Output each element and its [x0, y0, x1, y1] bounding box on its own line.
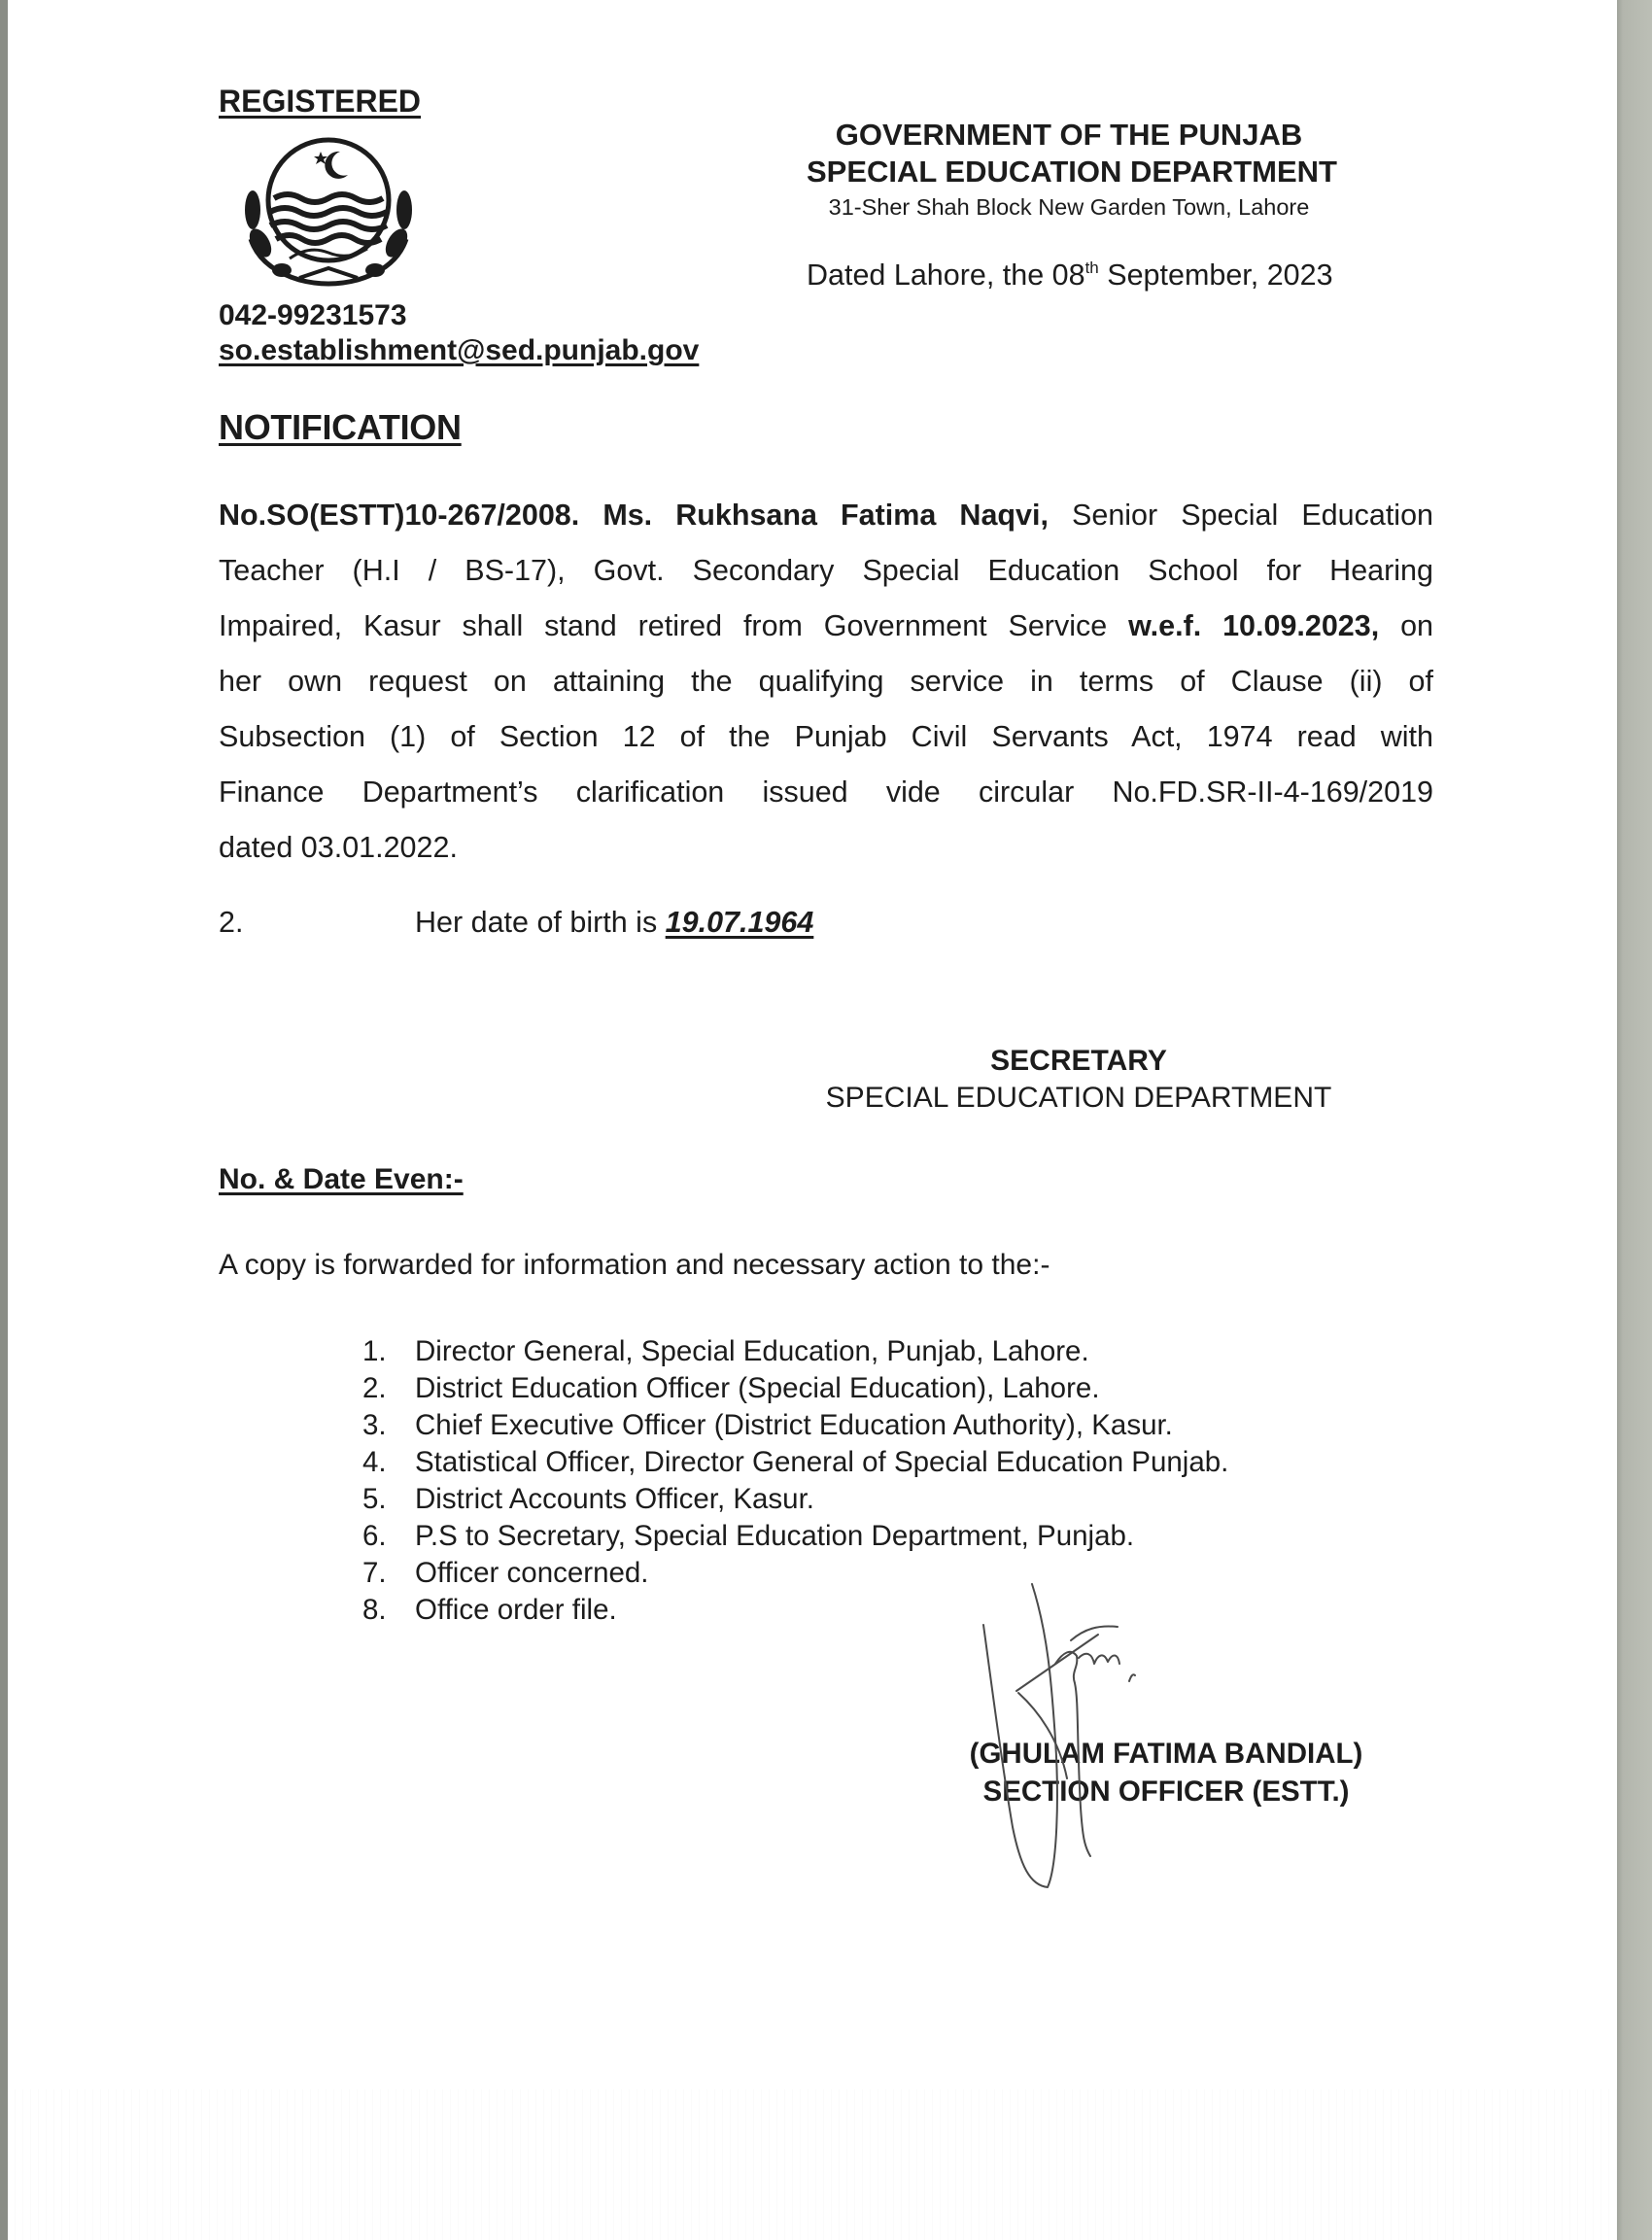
list-number: 1. — [362, 1335, 387, 1367]
recipient: P.S to Secretary, Special Education Department, Punjab. — [415, 1520, 1135, 1552]
paragraph-line: dated 03.01.2022. — [219, 831, 458, 864]
dated-prefix: Dated Lahore, the 08 — [807, 258, 1085, 292]
punjab-emblem-icon — [231, 134, 426, 290]
effective-date: w.e.f. 10.09.2023, — [1128, 609, 1380, 642]
dated-rest: September, 2023 — [1098, 258, 1333, 292]
scan-edge-right — [1617, 0, 1652, 2240]
recipient: Chief Executive Officer (District Education Authority), Kasur. — [415, 1409, 1173, 1441]
email-link[interactable]: so.establishment@sed.punjab.gov — [219, 334, 700, 366]
list-number: 4. — [362, 1446, 387, 1478]
list-item — [362, 1444, 1228, 1481]
paragraph-line: Teacher (H.I / BS-17), Govt. Secondary Special Education School for Hearing — [219, 554, 1433, 587]
registered-label: REGISTERED — [219, 84, 422, 119]
paragraph-text: Impaired, Kasur shall stand retired from Government Service — [219, 609, 1129, 642]
list-number: 2. — [362, 1372, 387, 1404]
list-item — [362, 1407, 1228, 1444]
reference-number: No.SO(ESTT)10-267/2008. — [219, 499, 580, 532]
list-number: 8. — [362, 1594, 387, 1626]
paragraph-line: Finance Department’s clarification issued vide circular No.FD.SR-II-4-169/2019 — [219, 775, 1433, 809]
list-number: 6. — [362, 1520, 387, 1552]
signatory-designation: SECTION OFFICER (ESTT.) — [982, 1775, 1350, 1808]
date-of-birth-line — [415, 906, 813, 940]
authority-title: SECRETARY — [990, 1045, 1167, 1077]
department-address: 31-Sher Shah Block New Garden Town, Lahore — [828, 194, 1310, 220]
paragraph-line: Subsection (1) of Section 12 of the Punjab Civil Servants Act, 1974 read with — [219, 720, 1433, 753]
no-date-even-heading: No. & Date Even:- — [219, 1163, 464, 1195]
scan-edge-left — [0, 0, 8, 2240]
list-number: 5. — [362, 1483, 387, 1515]
government-title: GOVERNMENT OF THE PUNJAB — [835, 118, 1303, 152]
recipient: Director General, Special Education, Punjab, Lahore. — [415, 1335, 1089, 1367]
paragraph-text: Senior Special Education — [1048, 499, 1433, 532]
list-item — [362, 1333, 1228, 1370]
dated-ordinal: th — [1084, 258, 1099, 277]
recipient: Office order file. — [415, 1594, 617, 1626]
paragraph-line — [219, 488, 1433, 543]
authority-department: SPECIAL EDUCATION DEPARTMENT — [825, 1082, 1332, 1114]
signature-icon — [962, 1574, 1215, 1895]
department-title: SPECIAL EDUCATION DEPARTMENT — [807, 155, 1337, 189]
paragraph-number: 2. — [219, 906, 244, 939]
paragraph-line: her own request on attaining the qualifying service in terms of Clause (ii) of — [219, 665, 1433, 698]
signatory-name: (GHULAM FATIMA BANDIAL) — [969, 1738, 1363, 1770]
recipient: District Accounts Officer, Kasur. — [415, 1483, 814, 1515]
dated-line — [807, 258, 1331, 293]
date-of-birth-label: Her date of birth is — [415, 906, 666, 939]
copy-forwarded-text: A copy is forwarded for information and necessary action to the:- — [219, 1249, 1050, 1281]
list-number: 3. — [362, 1409, 387, 1441]
date-of-birth-value: 19.07.1964 — [665, 906, 814, 939]
list-number: 7. — [362, 1557, 387, 1589]
paragraph-line — [219, 599, 1433, 654]
notification-paragraph — [219, 488, 1433, 876]
phone-number: 042-99231573 — [219, 299, 407, 331]
scan-noise — [8, 2089, 1617, 2240]
notification-title: NOTIFICATION — [219, 407, 462, 447]
recipient: Statistical Officer, Director General of Special Education Punjab. — [415, 1446, 1229, 1478]
list-item — [362, 1518, 1228, 1555]
employee-name: Ms. Rukhsana Fatima Naqvi, — [602, 499, 1049, 532]
recipient: Officer concerned. — [415, 1557, 649, 1589]
paragraph-text: on — [1379, 609, 1433, 642]
recipient: District Education Officer (Special Education), Lahore. — [415, 1372, 1100, 1404]
list-item — [362, 1481, 1228, 1518]
list-item — [362, 1370, 1228, 1407]
